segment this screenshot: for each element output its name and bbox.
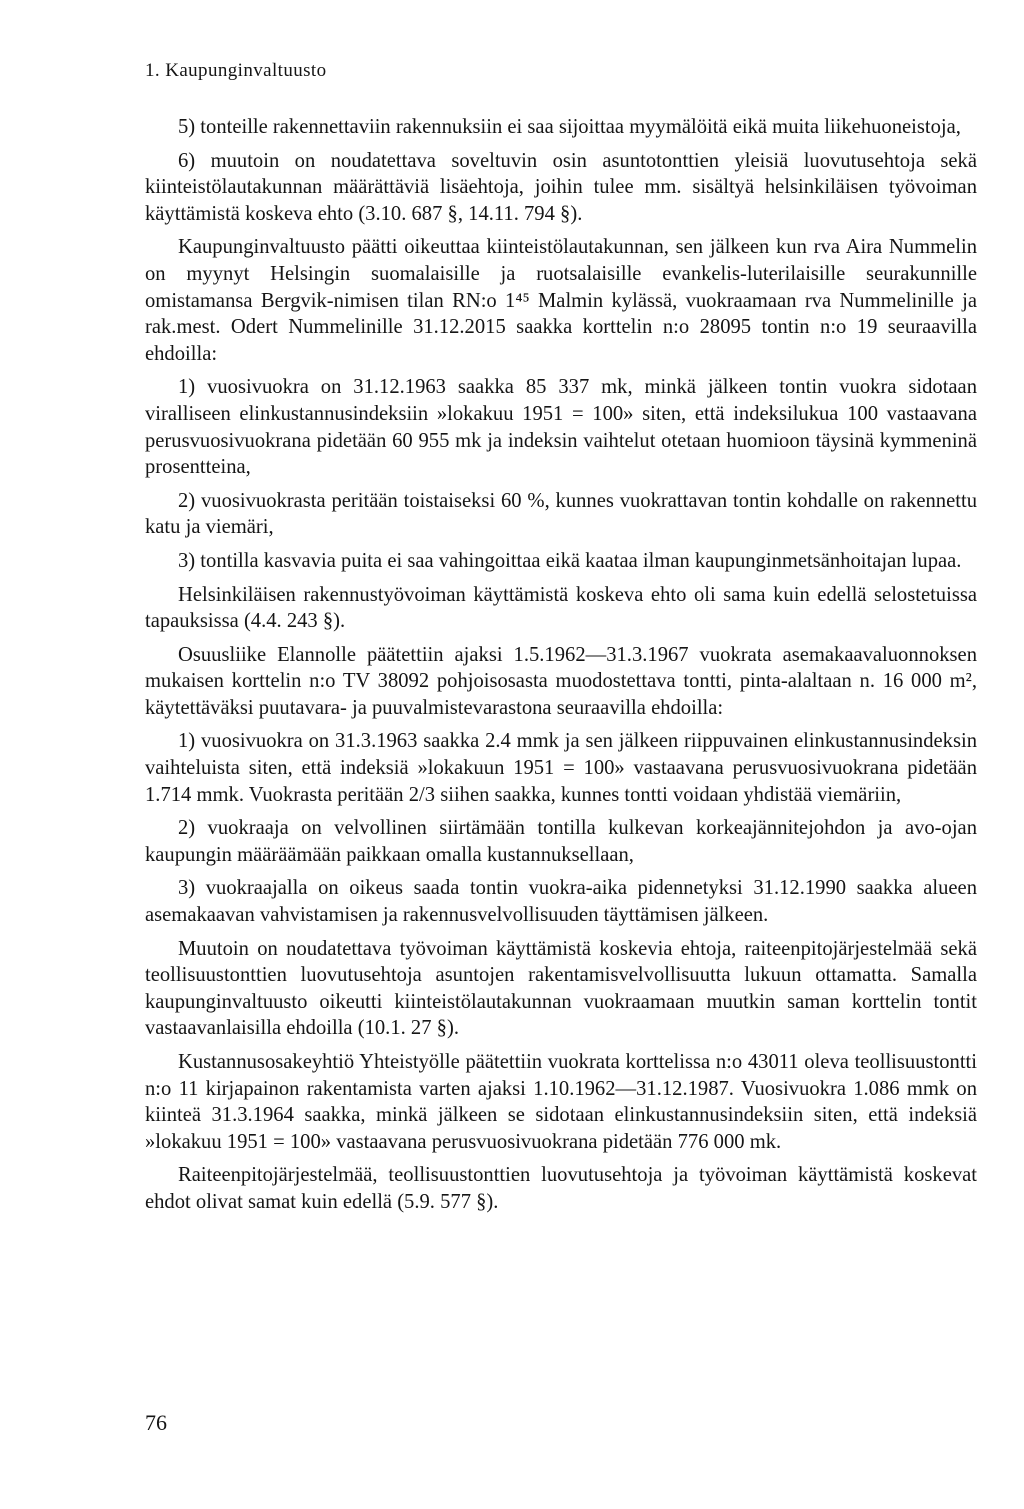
page-number: 76 — [145, 1410, 167, 1435]
paragraph: Osuusliike Elannolle päätettiin ajaksi 1.5.1962—31.3.1967 vuokrata asemakaavaluonnoksen mukaisen korttelin n:o TV 38092 pohjoisosasta muodostettava tontti, pinta-alaltaan n. 16 000 m², käytettäväksi puutavara- ja puuvalmistevarastona seuraavilla ehdoilla: — [145, 643, 977, 719]
paragraph: Raiteenpitojärjestelmää, teollisuustonttien luovutusehtoja ja työvoiman käyttämistä koskevat ehdot olivat samat kuin edellä (5.9. 577 §). — [145, 1164, 977, 1213]
paragraph: 2) vuokraaja on velvollinen siirtämään tontilla kulkevan korkeajännitejohdon ja avo-ojan kaupungin määräämään paikkaan omalla kustannuksellaan, — [145, 817, 977, 866]
paragraph: 1) vuosivuokra on 31.3.1963 saakka 2.4 mmk ja sen jälkeen riippuvainen elinkustannusindeksin vaihteluista siten, että indeksiä »lokakuun 1951 = 100» vastaavana perusvuosivuokrana pidetään 1.714 mmk. Vuokrasta peritään 2/3 siihen saakka, kunnes tontti voidaan yhdistää viemäriin, — [145, 730, 977, 806]
paragraph: Muutoin on noudatettava työvoiman käyttämistä koskevia ehtoja, raiteenpitojärjestelmää sekä teollisuustonttien luovutusehtoja asuntojen rakentamisvelvollisuutta lukuun ottamatta. Samalla kaupunginvaltuusto oikeutti kiinteistölautakunnan vuokraamaan muutkin saman korttelin tontit vastaavanlaisilla ehdoilla (10.1. 27 §). — [145, 937, 977, 1040]
paragraph: 3) vuokraajalla on oikeus saada tontin vuokra-aika pidennetyksi 31.12.1990 saakka alueen asemakaavan vahvistamisen ja rakennusvelvollisuuden täyttämisen jälkeen. — [145, 877, 977, 927]
paragraph: 1) vuosivuokra on 31.12.1963 saakka 85 337 mk, minkä jälkeen tontin vuokra sidotaan viralliseen elinkustannusindeksiin »lokakuu 1951 = 100» siten, että indeksilukua 100 vastaavana perusvuosivuokrana pidetään 60 955 mk ja indeksin vaihtelut otetaan huomioon täysinä kymmeninä prosentteina, — [145, 376, 977, 479]
paragraph: 2) vuosivuokrasta peritään toistaiseksi 60 %, kunnes vuokrattavan tontin kohdalle on rakennettu katu ja viemäri, — [145, 489, 977, 539]
paragraph: Kustannusosakeyhtiö Yhteistyölle päätettiin vuokrata korttelissa n:o 43011 oleva teollisuustontti n:o 11 kirjapainon rakentamista varten ajaksi 1.10.1962—31.12.1987. Vuosivuokra 1.086 mmk on kiinteä 31.3.1964 saakka, minkä jälkeen se sidotaan elinkustannusindeksiin siten, että indeksiä »lokakuu 1951 = 100» vastaavana perusvuosivuokrana pidetään 776 000 mk. — [145, 1051, 977, 1153]
paragraph: Helsinkiläisen rakennustyövoiman käyttämistä koskeva ehto oli sama kuin edellä selostetuissa tapauksissa (4.4. 243 §). — [145, 583, 977, 633]
running-head: 1. Kaupunginvaltuusto — [145, 60, 327, 81]
paragraph: 6) muutoin on noudatettava soveltuvin osin asuntotonttien yleisiä luovutusehtoja sekä kiinteistölautakunnan määrättäviä lisäehtoja, joihin tulee mm. sisältyä helsinkiläisen työvoiman käyttämistä koskeva ehto (3.10. 687 §, 14.11. 794 §). — [145, 149, 977, 225]
paragraph: Kaupunginvaltuusto päätti oikeuttaa kiinteistölautakunnan, sen jälkeen kun rva Aira Nummelin on myynyt Helsingin suomalaisille ja ruotsalaisille evankelis-luterilaisille seurakunnille omistamansa Bergvik-nimisen tilan RN:o 1⁴⁵ Malmin kylässä, vuokraamaan rva Nummelinille ja rak.mest. Odert Nummelinille 31.12.2015 saakka korttelin n:o 28095 tontin n:o 19 seuraavilla ehdoilla: — [145, 236, 977, 365]
paragraph: 5) tonteille rakennettaviin rakennuksiin ei saa sijoittaa myymälöitä eikä muita liikehuoneistoja, — [178, 116, 961, 138]
paragraph: 3) tontilla kasvavia puita ei saa vahingoittaa eikä kaataa ilman kaupunginmetsänhoitajan lupaa. — [178, 549, 962, 572]
body-text — [145, 114, 977, 1223]
